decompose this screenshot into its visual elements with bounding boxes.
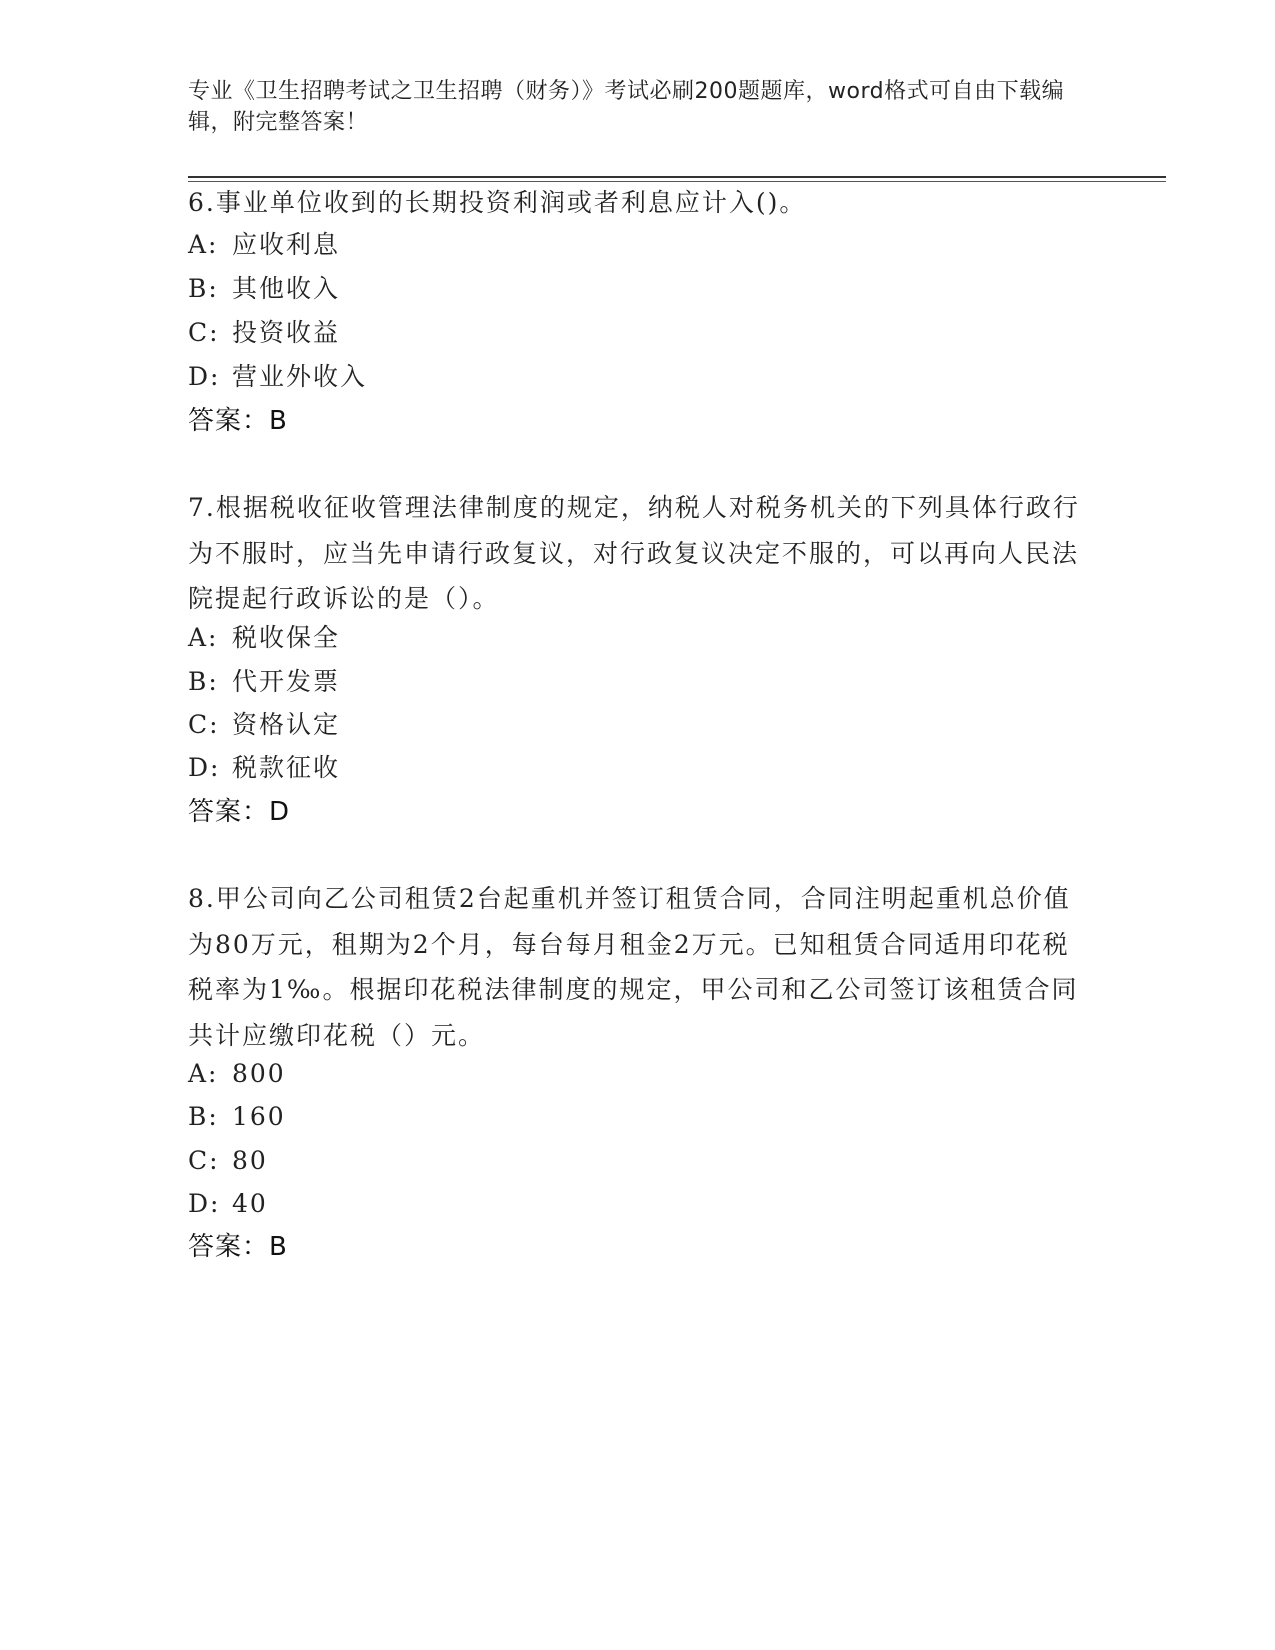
option-text: 160 [232,1102,286,1131]
question-8-option-a [188,1058,888,1090]
question-7-option-d [188,752,888,784]
option-letter: D: [188,753,221,782]
question-6-option-a [188,229,888,261]
option-letter: D: [188,1189,221,1218]
option-text: 其他收入 [232,274,341,303]
option-letter: A: [188,623,219,652]
option-letter: B: [188,1102,219,1131]
option-text: 应收利息 [232,230,341,259]
option-letter: C: [188,1146,220,1175]
question-6-option-b [188,273,888,305]
question-8-option-c [188,1145,888,1177]
option-letter: B: [188,274,219,303]
question-7-answer: 答案：D [188,797,291,827]
question-7-stem: 7.根据税收征收管理法律制度的规定，纳税人对税务机关的下列具体行政行为不服时，应当先申请行政复议，对行政复议决定不服的，可以再向人民法院提起行政诉讼的是（）。 [188,493,1080,613]
option-letter: A: [188,1059,219,1088]
question-7-option-c [188,709,888,741]
question-6-stem: 6.事业单位收到的长期投资利润或者利息应计入()。 [188,188,807,217]
option-text: 资格认定 [232,710,341,739]
option-text: 投资收益 [232,318,341,347]
option-text: 营业外收入 [232,362,368,391]
option-letter: B: [188,667,219,696]
option-text: 800 [232,1059,286,1088]
option-text: 80 [232,1146,268,1175]
question-8-option-d [188,1188,888,1220]
question-7-option-a [188,622,888,654]
question-8-answer: 答案：B [188,1232,288,1262]
option-letter: D: [188,362,221,391]
option-letter: C: [188,318,220,347]
header-divider-thick [188,176,1166,178]
question-7-option-b [188,666,888,698]
document-header: 专业《卫生招聘考试之卫生招聘（财务）》考试必刷200题题库，word格式可自由下载编辑，附完整答案！ [188,79,1065,135]
question-8-stem: 8.甲公司向乙公司租赁2台起重机并签订租赁合同，合同注明起重机总价值为80万元，租期为2个月，每台每月租金2万元。已知租赁合同适用印花税税率为1‰。根据印花税法律制度的规定，甲公司和乙公司签订该租赁合同共计应缴印花税（）元。 [188,884,1079,1050]
option-letter: A: [188,230,219,259]
option-text: 税款征收 [232,753,341,782]
option-text: 税收保全 [232,623,341,652]
question-6-option-c [188,317,888,349]
question-8-option-b [188,1101,888,1133]
option-text: 代开发票 [232,667,341,696]
option-text: 40 [232,1189,268,1218]
question-6-answer: 答案：B [188,406,288,436]
option-letter: C: [188,710,220,739]
question-6-option-d [188,361,888,393]
